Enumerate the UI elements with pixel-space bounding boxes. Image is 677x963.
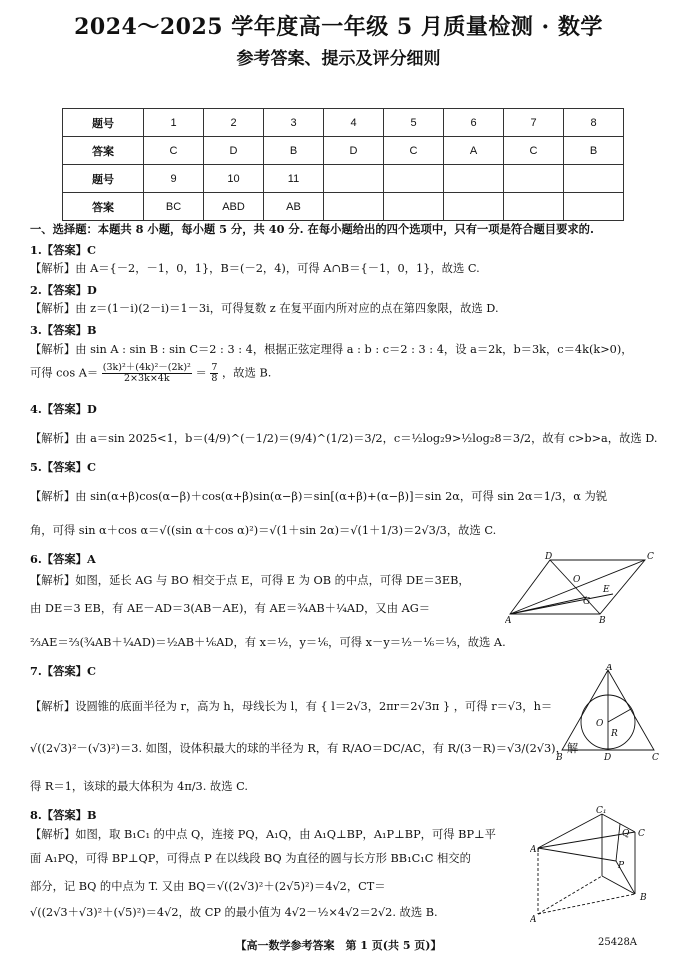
paper-code: 25428A [598,937,638,948]
q8-point-label: A₁ [530,845,541,855]
answer-table-cell: D [324,137,384,165]
q6-point-label: A [505,616,512,624]
answer-table-cell: ABD [204,193,264,221]
q8-answer: 8.【答案】B [30,808,97,822]
answer-table-cell: 2 [204,109,264,137]
answer-table-cell: 3 [264,109,324,137]
q7-point-label: D [604,753,612,763]
q6-point-label: O [573,575,581,585]
q6-point-label: E [603,585,610,595]
q6-explanation-2: 由 DE＝3 EB，有 AE－AD＝3(AB－AE)，有 AE＝¾AB＋¼AD，又由 AG＝ [30,602,431,615]
q3-text-b: ＝ [195,366,207,380]
q3-fraction [102,363,192,384]
answer-table-cell [324,193,384,221]
q4-answer: 4.【答案】D [30,402,97,416]
answer-table-cell: B [564,137,624,165]
q7-answer: 7.【答案】C [30,664,96,678]
q6-explanation-1: 【解析】如图，延长 AG 与 BO 相交于点 E，可得 E 为 OB 的中点，可得 DE＝3EB， [30,574,470,587]
q6-point-label: B [599,616,606,624]
q7-point-label: O [596,719,604,729]
answer-table-cell: AB [264,193,324,221]
q3-answer: 3.【答案】B [30,323,97,337]
answer-table-cell [444,193,504,221]
page-footer: 【高一数学参考答案 第 1 页(共 5 页)】 [235,939,442,952]
answer-table-row [63,109,624,137]
answer-table-cell [504,165,564,193]
answer-table [62,108,624,221]
q6-parallelogram-figure [505,552,655,624]
q3-result-den: 8 [211,373,218,384]
answer-table-header-cell: 答案 [63,137,144,165]
q3-explanation-2 [30,363,271,384]
q2-answer: 2.【答案】D [30,283,97,297]
q3-denominator: 2×3k×4k [124,373,170,384]
answer-table-cell [564,165,624,193]
q8-explanation-1: 【解析】如图，取 B₁C₁ 的中点 Q，连接 PQ，A₁Q，由 A₁Q⊥BP，A₁P⊥BP，可得 BP⊥平 [30,828,496,841]
q8-explanation-4: √((2√3＋√3)²＋(√5)²)＝4√2，故 CP 的最小值为 4√2－½×4√2＝2√2. 故选 B. [30,906,438,919]
q7-point-label: A [606,664,613,673]
answer-table-cell: 1 [144,109,204,137]
answer-table-row [63,193,624,221]
answer-table-cell [384,165,444,193]
answer-table-cell: 6 [444,109,504,137]
q8-explanation-3: 部分，记 BQ 的中点为 T. 又由 BQ＝√((2√3)²＋(2√5)²)＝4√2，CT＝ [30,880,386,893]
q8-point-label: A [530,915,537,924]
q8-point-label: C₁ [596,806,607,816]
q7-cone-section-figure [556,664,660,764]
q5-explanation-1: 【解析】由 sin(α+β)cos(α−β)＋cos(α+β)sin(α−β)＝sin[(α+β)+(α−β)]＝sin 2α，可得 sin 2α＝1/3，α 为锐 [30,490,608,503]
q3-result-fraction [210,363,218,384]
q3-result-num: 7 [211,362,218,373]
page-title: 2024～2025 学年度高一年级 5 月质量检测 · 数学 [74,14,603,40]
answer-table-cell: 8 [564,109,624,137]
q7-explanation-3: 得 R＝1，该球的最大体积为 4π/3. 故选 C. [30,780,248,793]
q1-answer: 1.【答案】C [30,243,96,257]
answer-table-cell: C [384,137,444,165]
q6-point-label: C [647,552,654,562]
answer-table-cell: C [504,137,564,165]
q2-explanation: 【解析】由 z＝(1－i)(2－i)＝1－3i，可得复数 z 在复平面内所对应的点在第四象限，故选 D. [30,302,499,315]
q3-text-c: ，故选 B. [221,366,272,380]
q7-point-label: C [652,753,659,763]
answer-table-cell: D [204,137,264,165]
answer-table-header-cell: 答案 [63,193,144,221]
answer-table-cell: 4 [324,109,384,137]
section-heading: 一、选择题：本题共 8 小题，每小题 5 分，共 40 分. 在每小题给出的四个选项中，只有一项是符合题目要求的. [30,222,594,236]
answer-table-cell [384,193,444,221]
page-subtitle: 参考答案、提示及评分细则 [236,49,441,69]
q3-explanation-1: 【解析】由 sin A : sin B : sin C＝2 : 3 : 4，根据正弦定理得 a : b : c＝2 : 3 : 4，设 a＝2k，b＝3k，c＝4k(k>0)， [30,343,633,356]
q6-point-label: G [583,597,591,607]
q7-explanation-1: 【解析】设圆锥的底面半径为 r，高为 h，母线长为 l，有 { l＝2√3，2πr＝2√3π } ，可得 r＝√3，h＝ [30,700,553,713]
q8-prism-figure [530,806,658,924]
q3-text-a: 可得 cos A＝ [30,366,99,380]
q7-explanation-2: √((2√3)²－(√3)²)＝3. 如图，设体积最大的球的半径为 R，有 R/AO＝DC/AC，有 R/(3－R)＝√3/(2√3)，解 [30,742,579,755]
answer-table-row [63,137,624,165]
q3-numerator: (3k)²＋(4k)²－(2k)² [102,362,191,373]
answer-table-cell [324,165,384,193]
answer-table-row [63,165,624,193]
q5-answer: 5.【答案】C [30,460,96,474]
q7-point-label: B [556,753,563,763]
answer-table-header-cell: 题号 [63,109,144,137]
answer-table-cell: 9 [144,165,204,193]
answer-table-cell: 10 [204,165,264,193]
answer-table-cell [444,165,504,193]
q5-explanation-2: 角，可得 sin α＋cos α＝√((sin α＋cos α)²)＝√(1＋sin 2α)＝√(1＋1/3)＝2√3/3，故选 C. [30,524,497,537]
answer-table-cell: BC [144,193,204,221]
answer-table-cell: C [144,137,204,165]
q4-explanation: 【解析】由 a＝sin 2025<1，b＝(4/9)^(－1/2)＝(9/4)^(1/2)＝3/2，c＝½log₂9>½log₂8＝3/2，故有 c>b>a，故选 D. [30,432,658,445]
q6-answer: 6.【答案】A [30,552,96,566]
q8-point-label: Q [622,829,630,839]
q6-point-label: D [545,552,553,562]
answer-table-header-cell: 题号 [63,165,144,193]
answer-table-cell: A [444,137,504,165]
answer-table-cell: 11 [264,165,324,193]
q6-explanation-3: ⅔AE＝⅔(¾AB＋¼AD)＝½AB＋⅙AD，有 x＝½，y＝⅙，可得 x－y＝½－⅙＝⅓，故选 A. [30,636,506,649]
q7-point-label: R [611,729,618,739]
q8-point-label: P [618,861,625,871]
q8-point-label: C [638,829,645,839]
q8-explanation-2: 面 A₁PQ，可得 BP⊥QP，可得点 P 在以线段 BQ 为直径的圆与长方形 BB₁C₁C 相交的 [30,852,471,865]
answer-table-cell [504,193,564,221]
q8-point-label: B [640,893,647,903]
answer-table-cell: 7 [504,109,564,137]
answer-table-cell [564,193,624,221]
answer-table-cell: B [264,137,324,165]
q1-explanation: 【解析】由 A＝{－2，－1，0，1}，B＝(－2，4)，可得 A∩B＝{－1，0，1}，故选 C. [30,262,480,275]
answer-table-cell: 5 [384,109,444,137]
